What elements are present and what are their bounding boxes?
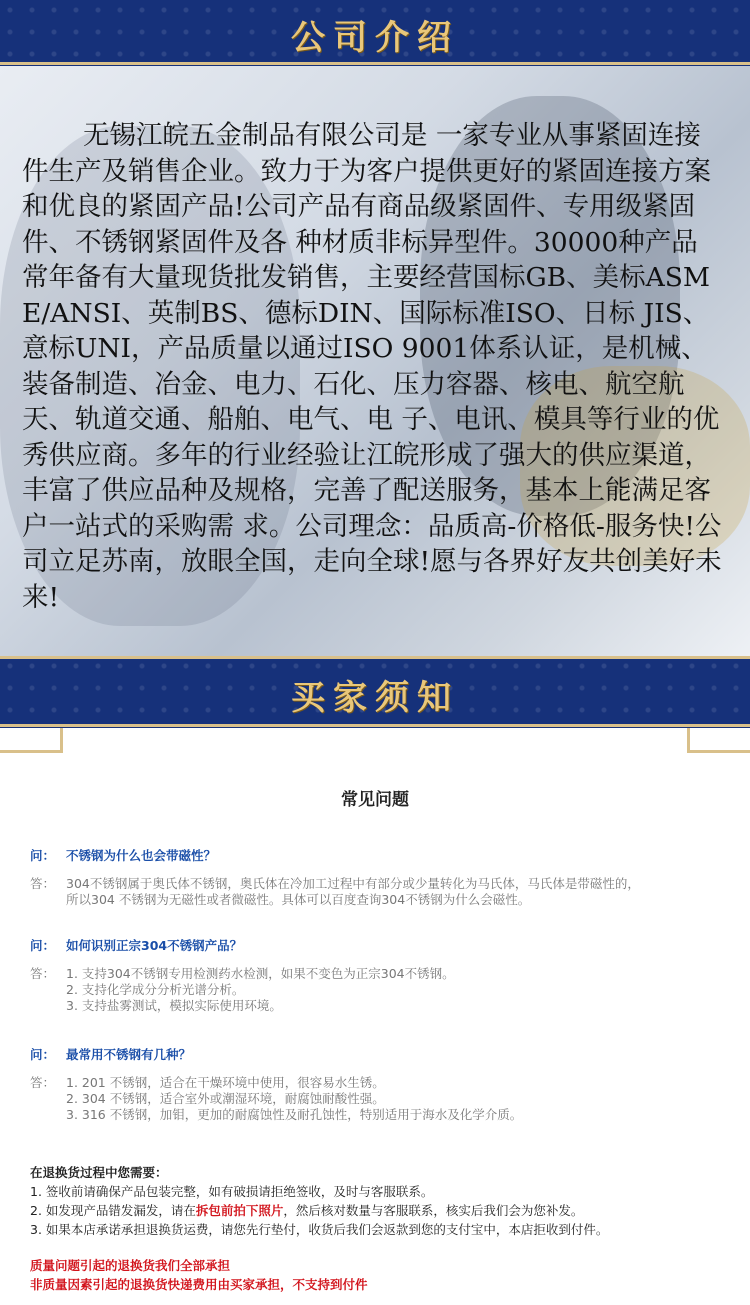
question-label: 问： [30,1047,56,1062]
shipping-notices [30,1256,368,1294]
returns-line-text: 2. 如发现产品错发漏发，请在 [30,1203,196,1218]
answer-line: 3. 316 不锈钢，加钼，更加的耐腐蚀性及耐孔蚀性，特别适用于海水及化学介质。 [66,1107,523,1122]
faq-answer [30,876,730,908]
returns-heading: 在退换货过程中您需要： [30,1165,168,1180]
intro-banner [0,0,750,66]
answer-label: 答： [30,966,56,981]
answer-line: 所以304 不锈钢为无磁性或者微磁性。具体可以百度查询304不锈钢为什么会磁性。 [66,892,531,907]
question-label: 问： [30,938,56,953]
answer-line: 2. 304 不锈钢，适合室外或潮湿环境，耐腐蚀耐酸性强。 [66,1091,385,1106]
answer-line: 1. 201 不锈钢，适合在干燥环境中使用，很容易水生锈。 [66,1075,385,1090]
answer-line: 2. 支持化学成分分析光谱分析。 [66,982,245,997]
question-label: 问： [30,848,56,863]
returns-line: 1. 签收前请确保产品包装完整，如有破损请拒绝签收，及时与客服联系。 [30,1184,434,1199]
fret-ornament-left [0,728,63,753]
faq-item [30,846,730,908]
question-text: 不锈钢为什么也会带磁性？ [66,848,217,863]
returns-line [30,1201,730,1220]
company-intro [0,66,750,656]
notice-banner [0,656,750,728]
returns-section [30,1163,730,1239]
banner-fret-band [0,728,750,748]
answer-label: 答： [30,1075,56,1090]
faq-question [30,1045,730,1063]
returns-highlight: 拆包前拍下照片 [195,1203,284,1218]
question-text: 最常用不锈钢有几种？ [66,1047,192,1062]
faq-question [30,936,730,954]
question-text: 如何识别正宗304不锈钢产品？ [66,938,243,953]
faq-answer [30,1075,730,1123]
notice-section-title: 买家须知 [291,678,459,718]
returns-line: 3. 如果本店承诺承担退换货运费，请您先行垫付，收货后我们会返款到您的支付宝中，本店拒收到付件。 [30,1222,609,1237]
answer-label: 答： [30,876,56,891]
banner-rule [0,724,750,727]
faq-question [30,846,730,864]
notice-line: 非质量因素引起的退换货快递费用由买家承担，不支持到付件 [30,1277,368,1292]
answer-line: 3. 支持盐雾测试，模拟实际使用环境。 [66,998,282,1013]
notice-line: 质量问题引起的退换货我们全部承担 [30,1258,231,1273]
answer-line: 304不锈钢属于奥氏体不锈钢，奥氏体在冷加工过程中有部分或少量转化为马氏体，马氏体是带磁性的， [66,876,640,891]
faq-item [30,936,730,1014]
company-intro-text: 无锡江皖五金制品有限公司是 一家专业从事紧固连接件生产及销售企业。致力于为客户提供更好的紧固连接方案和优良的紧固产品!公司产品有商品级紧固件、专用级紧固件、不锈钢紧固件及各 种材质非标异型件。30000种产品常年备有大量现货批发销售，主要经营国标GB、美标ASME/ANSI、英制BS、德标DIN、国际标准ISO、日标 JIS、意标UNI，产品质量以通过ISO 9001体系认证，是机械、装备制造、冶金、电力、石化、压力容器、核电、航空航天、轨道交通、船舶、电气、电 子、电讯、模具等行业的优秀供应商。多年的行业经验让江皖形成了强大的供应渠道，丰富了供应品种及规格，完善了配送服务，基本上能满足客户一站式的采购需 求。公司理念：品质高-价格低-服务快!公司立足苏南，放眼全国，走向全球!愿与各界好友共创美好未来! [22,120,722,613]
returns-line-text: ，然后核对数量与客服联系，核实后我们会为您补发。 [283,1203,584,1218]
banner-rule [0,62,750,65]
faq-title: 常见问题 [341,790,409,810]
faq-answer [30,966,730,1014]
banner-rule [0,656,750,659]
intro-section-title: 公司介绍 [291,18,459,58]
answer-line: 1. 支持304不锈钢专用检测药水检测，如果不变色为正宗304不锈钢。 [66,966,455,981]
fret-ornament-right [687,728,750,753]
faq-item [30,1045,730,1123]
